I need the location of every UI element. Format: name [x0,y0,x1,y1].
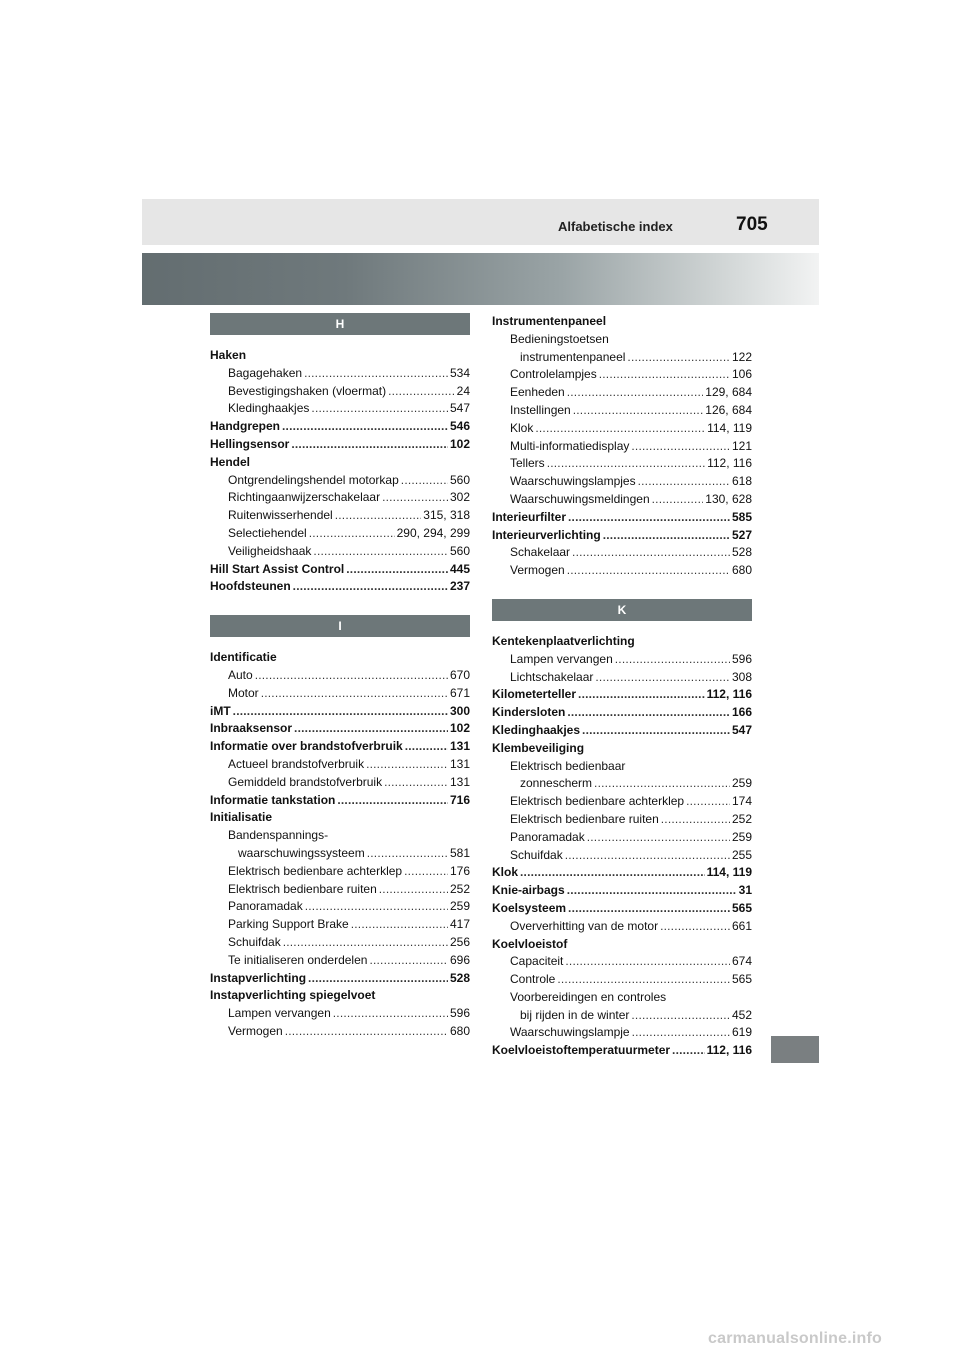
dot-leader [547,455,705,473]
index-entry-pages: 670 [449,667,470,682]
index-entry-pages: 256 [449,934,470,949]
dot-leader [379,881,448,899]
index-entry-label: Vermogen [510,563,565,578]
index-entry-pages: 255 [731,847,752,862]
index-entry-pages: 696 [449,952,470,967]
index-entry [492,793,752,811]
dot-leader [573,402,704,420]
index-entry [492,989,752,1007]
index-entry [492,366,752,384]
index-entry-pages: 417 [449,917,470,932]
index-entry-pages: 619 [731,1025,752,1040]
index-entry-pages: 122 [731,349,752,364]
index-entry [492,313,752,331]
index-entry [492,527,752,545]
index-entry [492,402,752,420]
index-entry-label: Lichtschakelaar [510,669,594,684]
index-entry-label: Multi-informatiedisplay [510,438,630,453]
index-entry-pages: 585 [731,509,752,524]
index-entry [210,774,470,792]
dot-leader [567,704,730,722]
index-entry-label: Auto [228,667,253,682]
index-entry-pages: 290, 294, 299 [396,525,470,540]
dot-leader [261,685,448,703]
index-entry-label: Instapverlichting [210,970,307,985]
index-entry [492,1042,752,1060]
index-entry-pages: 581 [449,845,470,860]
dot-leader [305,898,448,916]
index-entry-label: Kledinghaakjes [492,722,581,737]
dot-leader [565,953,730,971]
index-entry-label: Elektrisch bedienbaar [510,758,626,773]
index-entry-label: Actueel brandstofverbruik [228,756,365,771]
index-entry-label: Veiligheidshaak [228,543,312,558]
index-entry [210,1023,470,1041]
index-entry-pages: 102 [449,436,470,451]
index-entry-label: Vermogen [228,1023,283,1038]
index-entry-label: Instapverlichting spiegelvoet [210,988,376,1003]
index-entry-label: Koelsysteem [492,900,567,915]
index-entry [492,633,752,651]
index-entry [492,491,752,509]
index-entry-pages: 252 [731,811,752,826]
index-entry-label: Inbraaksensor [210,721,293,736]
index-entry [210,347,470,365]
page-number: 705 [736,214,768,235]
dot-leader [313,543,448,561]
index-entry [210,863,470,881]
index-entry-label: Capaciteit [510,954,564,969]
dot-leader [333,1005,448,1023]
index-entry [492,544,752,562]
index-entry-pages: 547 [449,401,470,416]
index-entry-pages: 445 [449,561,470,576]
index-entry-pages: 527 [731,527,752,542]
dot-leader [565,847,730,865]
index-entry [210,436,470,454]
index-entry [210,845,470,863]
index-entry [210,703,470,721]
index-entry [210,720,470,738]
index-entry-label: Hoofdsteunen [210,579,291,594]
index-entry-pages: 112, 116 [706,687,752,702]
index-entry [492,900,752,918]
index-entry-label: Bandenspannings- [228,828,329,843]
dot-leader [351,916,448,934]
index-entry-label: Bagagehaken [228,365,303,380]
index-entry [492,829,752,847]
index-entry [210,881,470,899]
index-entry-label: Lampen vervangen [510,651,613,666]
dot-leader [599,366,730,384]
index-column-right [492,313,752,1060]
index-entry-pages: 674 [731,954,752,969]
dot-leader [309,525,395,543]
index-entry-pages: 528 [449,970,470,985]
dot-leader [282,418,448,436]
dot-leader [632,1024,730,1042]
index-entry [210,987,470,1005]
page-header-title: Alfabetische index [558,219,673,234]
index-entry [210,418,470,436]
dot-leader [572,544,730,562]
index-entry [492,562,752,580]
index-entry-pages: 302 [449,490,470,505]
index-entry [492,740,752,758]
dot-leader [520,864,705,882]
index-entry [492,384,752,402]
dot-leader [404,863,448,881]
index-entry-pages: 121 [731,438,752,453]
index-entry [492,669,752,687]
index-list-i-continued [492,313,752,580]
index-entry [210,365,470,383]
index-entry-label: Knie-airbags [492,883,565,898]
index-entry [492,704,752,722]
section-header-h: H [210,313,470,335]
dot-leader [638,473,730,491]
index-entry [210,934,470,952]
index-entry-label: Bedieningstoetsen [510,331,609,346]
index-entry-label: Hill Start Assist Control [210,561,345,576]
index-entry-pages: 126, 684 [705,402,752,417]
index-entry-label: Oververhitting van de motor [510,918,659,933]
dot-leader [233,703,448,721]
index-entry [492,918,752,936]
index-entry [210,507,470,525]
index-entry-pages: 661 [731,918,752,933]
dot-leader [568,509,730,527]
index-entry-pages: 237 [449,579,470,594]
index-entry-pages: 252 [449,881,470,896]
index-entry-pages: 131 [449,739,470,754]
index-entry-pages: 671 [449,685,470,700]
index-entry-pages: 174 [731,794,752,809]
index-entry [492,473,752,491]
index-entry-label: Motor [228,685,259,700]
dot-leader [631,438,730,456]
index-entry [210,578,470,596]
index-entry-label: Elektrisch bedienbare ruiten [510,811,659,826]
dot-leader [335,507,422,525]
index-entry [492,509,752,527]
watermark: carmanualsonline.info [708,1330,883,1347]
index-entry [492,331,752,349]
index-entry-pages: 106 [731,367,752,382]
index-entry-pages: 560 [449,543,470,558]
dot-leader [661,811,730,829]
index-entry-pages: 596 [449,1006,470,1021]
index-entry-pages: 259 [731,776,752,791]
index-list-k [492,633,752,1060]
index-entry-pages: 166 [731,705,752,720]
dot-leader [294,720,448,738]
page-header-bar [142,199,819,245]
index-entry-label: Handgrepen [210,419,281,434]
index-entry-label: Controle [510,972,556,987]
index-entry-pages: 565 [731,972,752,987]
dot-leader [367,845,448,863]
dot-leader [557,971,730,989]
index-entry-label: Panoramadak [510,829,585,844]
index-entry-label: Elektrisch bedienbare achterklep [510,794,685,809]
index-entry [210,970,470,988]
index-entry-label: Richtingaanwijzerschakelaar [228,490,381,505]
index-entry-pages: 528 [731,545,752,560]
index-entry-pages: 259 [731,829,752,844]
index-entry [492,847,752,865]
dot-leader [627,349,730,367]
dot-leader [594,775,730,793]
index-entry [492,438,752,456]
index-entry-label: Kilometerteller [492,687,577,702]
dot-leader [304,365,448,383]
index-entry [210,685,470,703]
index-entry [492,971,752,989]
index-entry [492,420,752,438]
index-entry [210,543,470,561]
index-entry [492,1007,752,1025]
index-entry-label: Waarschuwingsmeldingen [510,491,650,506]
index-entry [492,953,752,971]
index-entry [210,898,470,916]
dot-leader [401,472,448,490]
index-entry-pages: 176 [449,863,470,878]
index-entry-pages: 546 [449,419,470,434]
dot-leader [587,829,730,847]
index-entry-label: Schuifdak [228,934,281,949]
index-entry-label: Klembeveiliging [492,740,585,755]
index-entry [492,1024,752,1042]
index-entry-pages: 534 [449,365,470,380]
dot-leader [283,934,448,952]
index-entry [492,775,752,793]
index-entry-pages: 31 [738,883,752,898]
index-entry [210,489,470,507]
index-entry-pages: 308 [731,669,752,684]
index-list-h [210,347,470,596]
index-entry-pages: 24 [456,383,470,398]
index-entry [492,686,752,704]
index-entry [210,916,470,934]
index-entry-label: Interieurfilter [492,509,567,524]
index-entry-label: Panoramadak [228,899,303,914]
index-entry-pages: 259 [449,899,470,914]
index-entry [210,952,470,970]
index-entry-pages: 300 [449,703,470,718]
dot-leader [255,667,448,685]
index-entry [492,722,752,740]
index-entry-label: zonnescherm [520,776,593,791]
index-entry [492,811,752,829]
index-entry-label: Lampen vervangen [228,1006,331,1021]
index-entry-label: Klok [510,420,534,435]
index-entry-label: Voorbereidingen en controles [510,989,667,1004]
dot-leader [567,562,730,580]
index-entry-label: Interieurverlichting [492,527,601,542]
index-entry-pages: 112, 116 [706,1043,752,1058]
section-header-i: I [210,615,470,637]
index-entry-label: instrumentenpaneel [520,349,626,364]
dot-leader [382,489,448,507]
index-entry-label: Elektrisch bedienbare achterklep [228,863,403,878]
index-entry [210,649,470,667]
index-entry [492,864,752,882]
index-entry-label: bij rijden in de winter [520,1007,630,1022]
dot-leader [337,792,448,810]
index-entry-label: Te initialiseren onderdelen [228,952,368,967]
index-entry [210,383,470,401]
index-entry-label: Informatie over brandstofverbruik [210,739,403,754]
index-entry-label: Waarschuwingslampjes [510,474,636,489]
section-header-k: K [492,599,752,621]
index-entry [210,809,470,827]
index-entry-label: Kledinghaakjes [228,401,310,416]
index-entry [210,756,470,774]
dot-leader [672,1042,705,1060]
dot-leader [405,738,448,756]
index-entry [210,525,470,543]
dot-leader [291,436,448,454]
index-entry-pages: 547 [731,722,752,737]
index-entry [210,1005,470,1023]
index-entry [492,936,752,954]
dot-leader [578,686,705,704]
index-entry-label: Klok [492,865,519,880]
index-entry-label: Waarschuwingslampje [510,1025,630,1040]
index-entry-label: waarschuwingssysteem [238,845,365,860]
index-entry-label: Haken [210,348,247,362]
index-entry [492,455,752,473]
index-entry-pages: 716 [449,792,470,807]
index-entry [210,792,470,810]
index-entry-label: Koelvloeistoftemperatuurmeter [492,1043,671,1058]
index-entry [210,827,470,845]
index-entry-label: Hendel [210,454,251,469]
index-column-left [210,313,470,1041]
index-entry-label: Parking Support Brake [228,917,349,932]
dot-leader [308,970,448,988]
chapter-thumb-tab [771,1036,819,1063]
index-entry-label: Initialisatie [210,810,273,825]
dot-leader [285,1023,448,1041]
index-entry-pages: 131 [449,756,470,771]
index-entry-pages: 452 [731,1007,752,1022]
index-entry-label: Instrumentenpaneel [492,314,607,328]
index-entry [492,651,752,669]
index-entry-label: Eenheden [510,385,565,400]
index-entry-label: Informatie tankstation [210,792,336,807]
index-entry-label: Instellingen [510,402,571,417]
index-entry-pages: 129, 684 [705,385,752,400]
index-entry-label: Ruitenwisserhendel [228,508,333,523]
index-entry [492,349,752,367]
index-entry-label: Elektrisch bedienbare ruiten [228,881,377,896]
dot-leader [660,918,730,936]
index-entry-label: iMT [210,703,231,718]
index-entry-label: Schuifdak [510,847,563,862]
index-entry [210,561,470,579]
decorative-gradient-band [142,253,819,305]
index-entry-pages: 680 [449,1023,470,1038]
dot-leader [366,756,448,774]
index-entry [210,738,470,756]
index-entry-pages: 680 [731,563,752,578]
index-entry [210,667,470,685]
index-entry-label: Schakelaar [510,545,571,560]
dot-leader [384,774,448,792]
index-entry-pages: 596 [731,651,752,666]
index-entry [210,400,470,418]
dot-leader [595,669,730,687]
index-entry-pages: 102 [449,721,470,736]
dot-leader [388,383,455,401]
index-entry-label: Koelvloeistof [492,936,568,951]
index-entry-label: Tellers [510,456,545,471]
index-entry-label: Ontgrendelingshendel motorkap [228,472,399,487]
dot-leader [346,561,448,579]
index-entry-pages: 560 [449,472,470,487]
dot-leader [311,400,448,418]
dot-leader [567,882,737,900]
index-entry [210,472,470,490]
index-entry-pages: 114, 119 [707,420,752,435]
index-entry-label: Kentekenplaatverlichting [492,633,635,648]
dot-leader [568,900,730,918]
dot-leader [293,578,448,596]
index-entry-pages: 114, 119 [706,865,752,880]
dot-leader [615,651,730,669]
dot-leader [652,491,704,509]
index-entry-label: Bevestigingshaken (vloermat) [228,383,387,398]
index-entry-pages: 130, 628 [705,491,752,506]
index-entry [492,882,752,900]
dot-leader [535,420,705,438]
index-entry-pages: 618 [731,474,752,489]
index-entry-label: Identificatie [210,650,277,665]
index-entry-pages: 112, 116 [707,456,752,471]
dot-leader [631,1007,730,1025]
dot-leader [582,722,730,740]
index-entry-pages: 315, 318 [423,508,470,523]
dot-leader [567,384,704,402]
dot-leader [369,952,448,970]
index-list-i [210,649,470,1041]
index-entry [492,758,752,776]
index-entry-label: Controlelampjes [510,367,597,382]
dot-leader [686,793,730,811]
index-entry-label: Hellingsensor [210,436,290,451]
dot-leader [603,527,730,545]
index-entry-pages: 565 [731,900,752,915]
index-entry-label: Selectiehendel [228,525,307,540]
index-entry [210,454,470,472]
index-entry-label: Kindersloten [492,705,566,720]
index-entry-pages: 131 [449,774,470,789]
index-entry-label: Gemiddeld brandstofverbruik [228,774,383,789]
